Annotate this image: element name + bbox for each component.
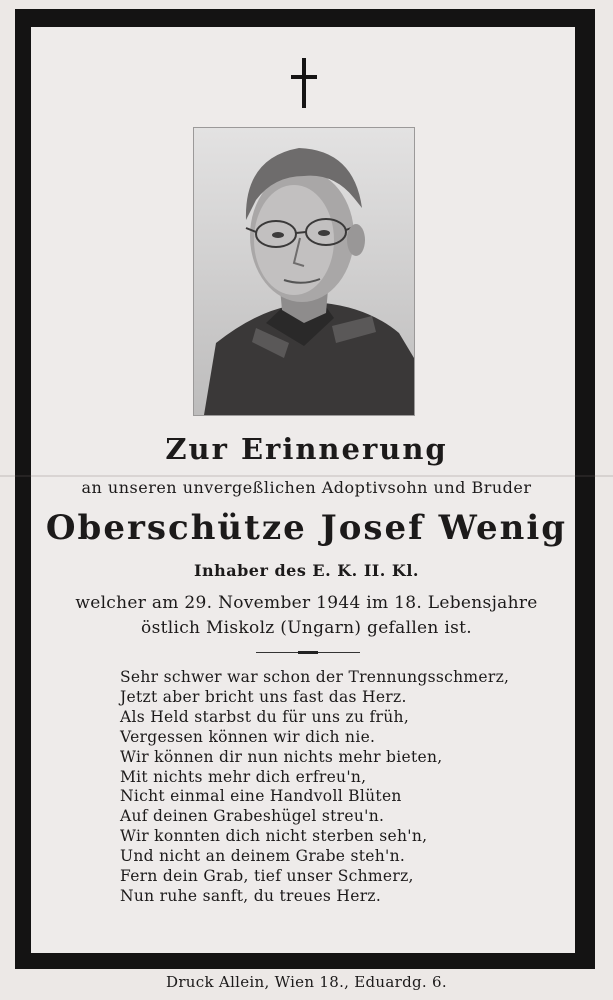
memorial-title: Zur Erinnerung bbox=[165, 432, 448, 466]
death-line-1: welcher am 29. November 1944 im 18. Lebensjahre bbox=[75, 593, 538, 613]
poem-line: Mit nichts mehr dich erfreu'n, bbox=[120, 767, 367, 786]
poem-line: Auf deinen Grabeshügel streu'n. bbox=[120, 807, 385, 826]
poem-line: Nun ruhe sanft, du treues Herz. bbox=[120, 886, 382, 905]
poem-line: Und nicht an deinem Grabe steh'n. bbox=[120, 847, 406, 866]
poem-line: Wir können dir nun nichts mehr bieten, bbox=[120, 747, 443, 766]
award-line: Inhaber des E. K. II. Kl. bbox=[194, 561, 419, 580]
memorial-poem bbox=[120, 668, 540, 907]
poem-line: Sehr schwer war schon der Trennungsschmerz, bbox=[120, 668, 510, 686]
ornamental-divider bbox=[256, 651, 360, 654]
poem-line: Fern dein Grab, tief unser Schmerz, bbox=[120, 867, 414, 886]
poem-line: Vergessen können wir dich nie. bbox=[120, 727, 376, 746]
fold-crease bbox=[0, 475, 613, 477]
poem-line: Nicht einmal eine Handvoll Blüten bbox=[120, 787, 402, 806]
deceased-name: Oberschütze Josef Wenig bbox=[45, 508, 568, 548]
poem-line: Jetzt aber bricht uns fast das Herz. bbox=[120, 687, 407, 706]
printer-imprint: Druck Allein, Wien 18., Eduardg. 6. bbox=[166, 973, 447, 991]
cross-icon bbox=[291, 58, 317, 108]
poem-line: Wir konnten dich nicht sterben seh'n, bbox=[120, 827, 428, 846]
portrait-photo bbox=[193, 127, 415, 416]
poem-line: Als Held starbst du für uns zu früh, bbox=[120, 707, 410, 726]
death-line-2: östlich Miskolz (Ungarn) gefallen ist. bbox=[141, 618, 472, 638]
intro-line: an unseren unvergeßlichen Adoptivsohn und Bruder bbox=[81, 478, 532, 497]
